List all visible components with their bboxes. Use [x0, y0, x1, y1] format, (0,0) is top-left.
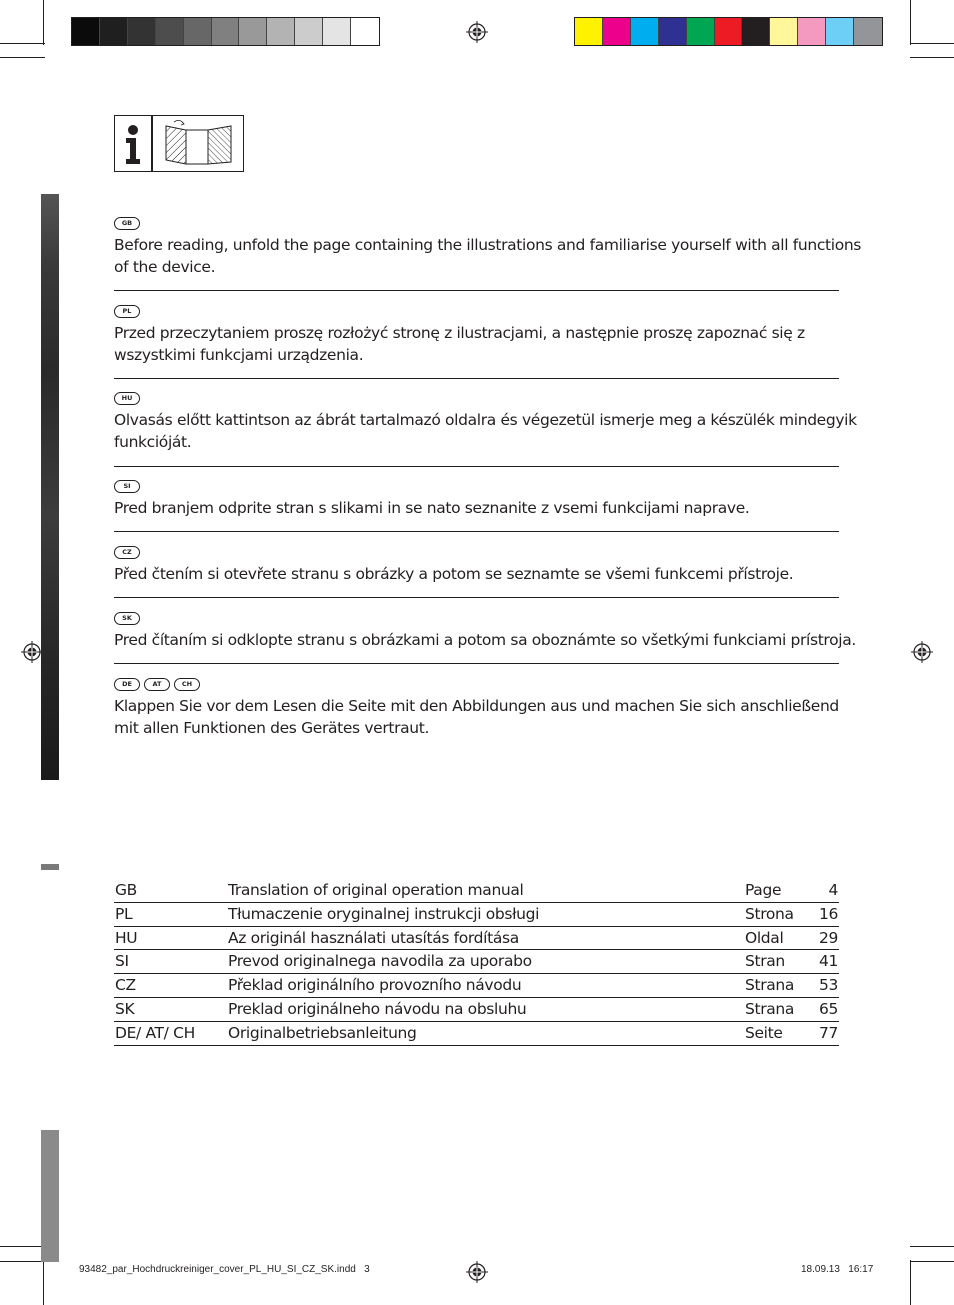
side-tab-strip-bottom [41, 1130, 59, 1262]
color-swatch [351, 18, 379, 45]
crop-mark [0, 57, 45, 58]
divider [114, 597, 839, 598]
toc-language-code: SI [115, 952, 129, 971]
toc-page-word: Seite [745, 1023, 783, 1042]
toc-page-number: 16 [818, 904, 838, 923]
toc-page-word: Oldal [745, 928, 784, 947]
toc-title: Preklad originálneho návodu na obsluhu [228, 999, 527, 1018]
crop-mark [910, 1261, 954, 1262]
language-code-badge: PL [114, 305, 140, 318]
toc-language-code: PL [115, 904, 133, 923]
toc-page-number: 65 [818, 999, 838, 1018]
language-section-de-at-ch [114, 678, 866, 739]
color-swatch [239, 18, 267, 45]
language-badges [114, 612, 866, 626]
toc-title: Prevod originalnega navodila za uporabo [228, 952, 532, 971]
toc-page-word: Stran [745, 952, 785, 971]
color-swatch [631, 18, 659, 45]
language-code-badge: CZ [114, 546, 140, 559]
color-swatch [854, 18, 882, 45]
toc-title: Az originál használati utasítás fordítása [228, 928, 519, 947]
toc-language-code: GB [115, 881, 137, 899]
section-text: Pred branjem odprite stran s slikami in se nato seznanite z vsemi funkcijami naprave. [114, 499, 750, 517]
toc-page-word: Page [745, 881, 782, 899]
color-swatch [575, 18, 603, 45]
color-swatch [826, 18, 854, 45]
toc-page-number: 77 [818, 1023, 838, 1042]
registration-mark-icon [466, 21, 488, 43]
divider [114, 378, 839, 379]
side-tab-marker [41, 864, 59, 870]
crop-mark [910, 1260, 911, 1305]
toc-title: Překlad originálního provozního návodu [228, 976, 522, 995]
color-swatch [128, 18, 156, 45]
toc-title: Originalbetriebsanleitung [228, 1023, 417, 1042]
language-code-badge: SK [114, 612, 140, 625]
toc-row[interactable] [114, 879, 839, 903]
toc-page-number: 29 [818, 928, 838, 947]
language-badges [114, 678, 866, 692]
color-swatch [798, 18, 826, 45]
toc-language-code: HU [115, 928, 138, 947]
crop-mark [0, 43, 45, 44]
color-swatch [184, 18, 212, 45]
toc-row[interactable] [114, 998, 839, 1022]
toc-row[interactable] [114, 903, 839, 927]
language-code-badge: CH [174, 678, 200, 691]
color-swatch [212, 18, 240, 45]
section-text: Olvasás előtt kattintson az ábrát tartalmazó oldalra és végezetül ismerje meg a készülék mindegyik funkcióját. [114, 411, 857, 451]
crop-mark [910, 43, 954, 44]
registration-mark-icon [21, 641, 43, 663]
language-badges [114, 546, 866, 560]
color-swatch [156, 18, 184, 45]
side-tab-strip [41, 194, 59, 780]
toc-row[interactable] [114, 927, 839, 951]
language-section-si [114, 480, 866, 519]
toc-page-number: 53 [818, 976, 838, 995]
footer-datetime: 18.09.13 16:17 [801, 1264, 874, 1275]
toc-page-word: Strana [745, 976, 795, 995]
color-swatch [742, 18, 770, 45]
language-badges [114, 392, 866, 406]
color-swatch [687, 18, 715, 45]
language-badges [114, 480, 866, 494]
language-code-badge: AT [144, 678, 170, 691]
toc-title: Translation of original operation manual [228, 881, 524, 899]
language-code-badge: GB [114, 217, 140, 230]
color-swatch [659, 18, 687, 45]
section-text: Pred čítaním si odklopte stranu s obrázkami a potom sa oboznámte so všetkými funkciami prístroja. [114, 631, 856, 649]
language-code-badge: HU [114, 392, 140, 405]
color-swatch [603, 18, 631, 45]
divider [114, 466, 839, 467]
registration-mark-icon [911, 641, 933, 663]
crop-mark [0, 1261, 45, 1262]
toc-row[interactable] [114, 950, 839, 974]
toc-title: Tłumaczenie oryginalnej instrukcji obsługi [228, 904, 540, 923]
table-of-contents [114, 879, 839, 1046]
section-text: Před čtením si otevřete stranu s obrázky a potom se seznamte se všemi funkcemi přístroje. [114, 565, 794, 583]
toc-page-number: 4 [828, 881, 838, 899]
divider [114, 531, 839, 532]
toc-row[interactable] [114, 1022, 839, 1046]
toc-language-code: SK [115, 999, 135, 1018]
fold-out-page-icon [152, 115, 244, 172]
language-section-hu [114, 392, 866, 453]
crop-mark [43, 0, 44, 45]
toc-row[interactable] [114, 974, 839, 998]
toc-page-number: 41 [818, 952, 838, 971]
language-code-badge: SI [114, 480, 140, 493]
footer-filename: 93482_par_Hochdruckreiniger_cover_PL_HU_SI_CZ_SK.indd 3 [79, 1264, 370, 1275]
color-swatch [770, 18, 798, 45]
toc-language-code: CZ [115, 976, 136, 995]
toc-page-word: Strona [745, 904, 794, 923]
toc-language-code: DE/ AT/ CH [115, 1023, 195, 1042]
color-swatch [323, 18, 351, 45]
color-calibration-bar [574, 17, 883, 46]
crop-mark [0, 1246, 45, 1247]
color-swatch [267, 18, 295, 45]
divider [114, 663, 839, 664]
grayscale-calibration-bar [71, 17, 380, 46]
info-icon [114, 115, 152, 172]
language-code-badge: DE [114, 678, 140, 691]
registration-mark-icon [466, 1261, 488, 1283]
section-text: Przed przeczytaniem proszę rozłożyć stronę z ilustracjami, a następnie proszę zapoznać się z wszystkimi funkcjami urządzenia. [114, 324, 805, 364]
language-section-cz [114, 546, 866, 585]
color-swatch [715, 18, 743, 45]
color-swatch [72, 18, 100, 45]
crop-mark [910, 57, 954, 58]
language-section-gb [114, 217, 866, 278]
crop-mark [910, 1246, 954, 1247]
language-section-pl [114, 305, 866, 366]
color-swatch [100, 18, 128, 45]
language-badges [114, 217, 866, 231]
section-text: Before reading, unfold the page containing the illustrations and familiarise yourself with all functions of the device. [114, 236, 862, 276]
crop-mark [910, 0, 911, 45]
color-swatch [295, 18, 323, 45]
toc-page-word: Strana [745, 999, 795, 1018]
language-section-sk [114, 612, 866, 651]
crop-mark [43, 1260, 44, 1305]
divider [114, 290, 839, 291]
language-badges [114, 305, 866, 319]
section-text: Klappen Sie vor dem Lesen die Seite mit den Abbildungen aus und machen Sie sich anschließend mit allen Funktionen des Gerätes vertraut. [114, 697, 839, 737]
